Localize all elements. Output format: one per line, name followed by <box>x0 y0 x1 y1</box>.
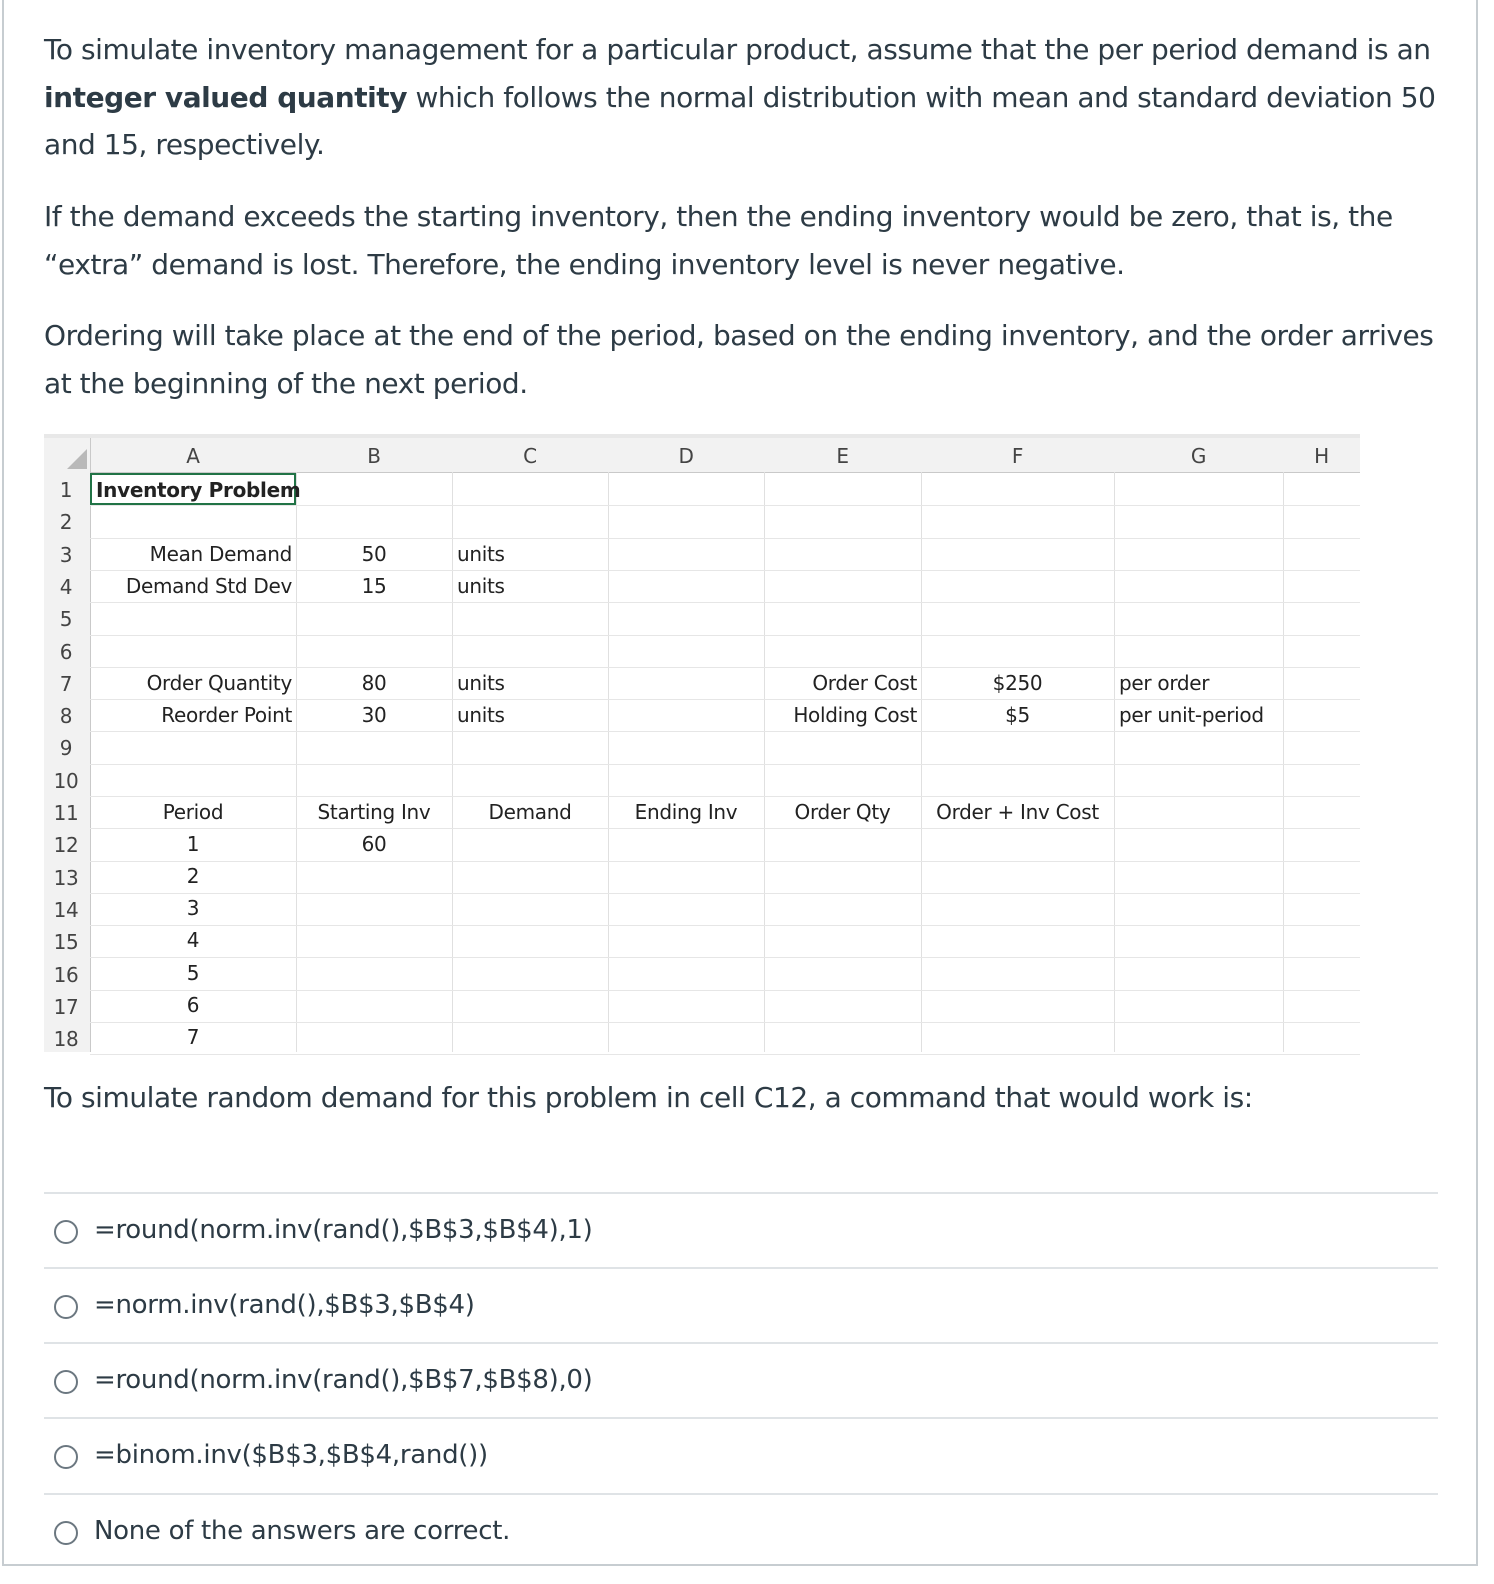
row-header-2: 2 <box>59 510 73 534</box>
answer-label[interactable]: =round(norm.inv(rand(),$B$7,$B$8),0) <box>94 1365 593 1395</box>
question-text: To simulate random demand for this problem in cell C12, a command that would work is: <box>44 1081 1253 1114</box>
intro-paragraph-3: Ordering will take place at the end of the period, based on the ending inventory, and the order arrives at the beginning of the next period. <box>44 319 1434 400</box>
cell-a18: 7 <box>186 1025 200 1049</box>
answer-label[interactable]: =norm.inv(rand(),$B$3,$B$4) <box>94 1290 475 1320</box>
row-header-15: 15 <box>53 930 79 954</box>
radio-button-icon[interactable] <box>54 1521 78 1545</box>
row-header-9: 9 <box>59 736 73 760</box>
answer-option-2[interactable] <box>44 1267 1438 1342</box>
bold-phrase: integer valued quantity <box>44 80 408 114</box>
row-header-1: 1 <box>59 478 73 502</box>
cell-b3: 50 <box>361 542 387 566</box>
cell-b12: 60 <box>361 832 387 856</box>
row-header-14: 14 <box>53 898 79 922</box>
cell-a1-title: Inventory Problem <box>96 478 301 502</box>
cell-a7: Order Quantity <box>146 671 292 695</box>
spreadsheet-image <box>44 434 1360 1052</box>
cell-a13: 2 <box>186 864 200 888</box>
cell-f11: Order + Inv Cost <box>936 800 1099 824</box>
answer-label[interactable]: None of the answers are correct. <box>94 1516 511 1546</box>
cell-g8: per unit-period <box>1119 703 1264 727</box>
cell-f7: $250 <box>992 671 1043 695</box>
cell-e7: Order Cost <box>812 671 917 695</box>
row-header-12: 12 <box>53 833 79 857</box>
answer-option-5[interactable] <box>44 1493 1438 1568</box>
cell-a3: Mean Demand <box>149 542 292 566</box>
radio-button-icon[interactable] <box>54 1445 78 1469</box>
cell-c11: Demand <box>488 800 572 824</box>
answer-option-1[interactable] <box>44 1192 1438 1267</box>
cell-c4: units <box>457 574 505 598</box>
cell-a8: Reorder Point <box>161 703 292 727</box>
row-header-4: 4 <box>59 575 73 599</box>
row-header-17: 17 <box>53 995 79 1019</box>
row-header-13: 13 <box>53 866 79 890</box>
cell-a15: 4 <box>186 928 200 952</box>
cell-b8: 30 <box>361 703 387 727</box>
cell-b11: Starting Inv <box>317 800 431 824</box>
intro-paragraph-1: To simulate inventory management for a particular product, assume that the per period demand is an integer valued quantity which follows the normal distribution with mean and standard deviation 50 and 15, respectively. <box>44 33 1436 161</box>
row-header-7: 7 <box>59 672 73 696</box>
cell-c8: units <box>457 703 505 727</box>
col-header-d: D <box>678 444 694 468</box>
row-header-5: 5 <box>59 607 73 631</box>
cell-e11: Order Qty <box>794 800 891 824</box>
cell-c7: units <box>457 671 505 695</box>
cell-a17: 6 <box>186 993 200 1017</box>
cell-e8: Holding Cost <box>793 703 917 727</box>
radio-button-icon[interactable] <box>54 1220 78 1244</box>
cell-a4: Demand Std Dev <box>125 574 292 598</box>
cell-b7: 80 <box>361 671 387 695</box>
col-header-h: H <box>1314 444 1329 468</box>
cell-a12: 1 <box>186 832 200 856</box>
intro-paragraph-2: If the demand exceeds the starting inventory, then the ending inventory would be zero, that is, the “extra” demand is lost. Therefore, the ending inventory level is never negative. <box>44 200 1393 281</box>
cell-b4: 15 <box>361 574 387 598</box>
row-header-6: 6 <box>59 640 73 664</box>
cell-c3: units <box>457 542 505 566</box>
answer-option-3[interactable] <box>44 1342 1438 1417</box>
row-header-3: 3 <box>59 543 73 567</box>
col-header-a: A <box>186 444 200 468</box>
cell-a14: 3 <box>186 896 200 920</box>
answer-option-4[interactable] <box>44 1417 1438 1492</box>
cell-d11: Ending Inv <box>634 800 738 824</box>
row-header-16: 16 <box>53 963 79 987</box>
cell-g7: per order <box>1119 671 1210 695</box>
row-header-10: 10 <box>53 769 79 793</box>
cell-a11: Period <box>162 800 224 824</box>
cell-f8: $5 <box>1005 703 1030 727</box>
col-header-f: F <box>1011 444 1024 468</box>
col-header-b: B <box>367 444 381 468</box>
row-header-18: 18 <box>53 1027 79 1051</box>
row-header-8: 8 <box>59 704 73 728</box>
col-header-c: C <box>523 444 537 468</box>
col-header-e: E <box>836 444 849 468</box>
cell-a16: 5 <box>186 961 200 985</box>
answer-label[interactable]: =binom.inv($B$3,$B$4,rand()) <box>94 1440 488 1470</box>
select-all-corner <box>44 438 90 472</box>
radio-button-icon[interactable] <box>54 1370 78 1394</box>
col-header-g: G <box>1190 444 1207 468</box>
row-header-11: 11 <box>53 801 79 825</box>
radio-button-icon[interactable] <box>54 1295 78 1319</box>
answer-label[interactable]: =round(norm.inv(rand(),$B$3,$B$4),1) <box>94 1215 593 1245</box>
